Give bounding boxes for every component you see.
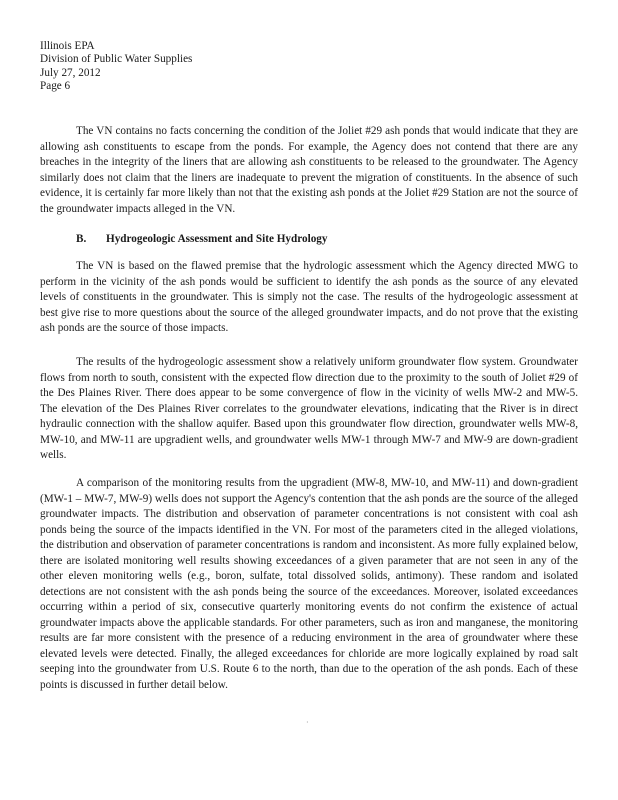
paragraph-monitoring-comparison — [40, 476, 578, 693]
section-heading — [76, 233, 327, 245]
paragraph-ash-ponds-condition — [40, 124, 578, 217]
section-letter: B. — [76, 233, 87, 245]
paragraph-flawed-premise — [40, 259, 578, 337]
header-date: July 27, 2012 — [40, 66, 101, 79]
paragraph-text: A comparison of the monitoring results from the upgradient (MW-8, MW-10, and MW-11) and down-gradient (MW-1 – MW-7, MW-9) wells does not support the Agency's contention that the ash ponds are the source of the alleged groundwater impacts. The distribution and observation of parameter concentrations is not consistent with coal ash ponds being the source of the impacts identified in the VN. For most of the parameters cited in the alleged violations, the distribution and observation of parameter concentrations is random and inconsistent. As more fully explained below, there are isolated monitoring well results showing exceedances of a given parameter that are not seen in any of the other eleven monitoring wells (e.g., boron, sulfate, total dissolved solids, antimony). These random and isolated detections are not consistent with the ash ponds being the source of the exceedances. Moreover, isolated exceedances occurring within a period of six, consecutive quarterly monitoring events do not confirm the existence of actual groundwater impacts above the applicable standards. For other parameters, such as iron and manganese, the monitoring results are far more consistent with the presence of a reducing environment in the area of groundwater where these elevated levels were detected. Finally, the alleged exceedances for chloride are more logically explained by road salt seeping into the groundwater from U.S. Route 6 to the north, than due to the operation of the ash ponds. Each of these points is discussed in further detail below. — [40, 477, 578, 691]
section-title: Hydrogeologic Assessment and Site Hydrology — [106, 233, 328, 245]
letter-header — [40, 40, 192, 94]
paragraph-text: The results of the hydrogeologic assessment show a relatively uniform groundwater flow system. Groundwater flows from north to south, consistent with the expected flow direction due to the proximity to the south of Joliet #29 of the Des Plaines River. There does appear to be some convergence of flow in the vicinity of wells MW-2 and MW-5. The elevation of the Des Plaines River correlates to the groundwater elevations, indicating that the River is in direct hydraulic connection with the shallow aquifer. Based upon this groundwater flow direction, groundwater wells MW-8, MW-10, and MW-11 are upgradient wells, and groundwater wells MW-1 through MW-7 and MW-9 are down-gradient wells. — [40, 356, 578, 461]
header-division: Division of Public Water Supplies — [40, 53, 193, 66]
paragraph-text: The VN is based on the flawed premise that the hydrologic assessment which the Agency directed MWG to perform in the vicinity of the ash ponds would be sufficient to identify the ash ponds as the source of any elevated levels of constituents in the groundwater. This is simply not the case. The results of the hydrogeologic assessment at best give rise to more questions about the source of the alleged groundwater impacts, and do not prove that the existing ash ponds are the source of those impacts. — [40, 260, 578, 334]
header-agency: Illinois EPA — [40, 40, 95, 52]
scan-speck: · — [306, 718, 309, 727]
paragraph-flow-system — [40, 355, 578, 464]
header-page-number: Page 6 — [40, 80, 71, 93]
paragraph-text: The VN contains no facts concerning the condition of the Joliet #29 ash ponds that would indicate that they are allowing ash constituents to escape from the ponds. For example, the Agency does not contend that there are any breaches in the integrity of the liners that are allowing ash constituents to be released to the groundwater. The Agency similarly does not claim that the liners are inadequate to prevent the migration of constituents. In the absence of such evidence, it is certainly far more likely than not that the existing ash ponds at the Joliet #29 Station are not the source of the groundwater impacts alleged in the VN. — [40, 125, 578, 215]
